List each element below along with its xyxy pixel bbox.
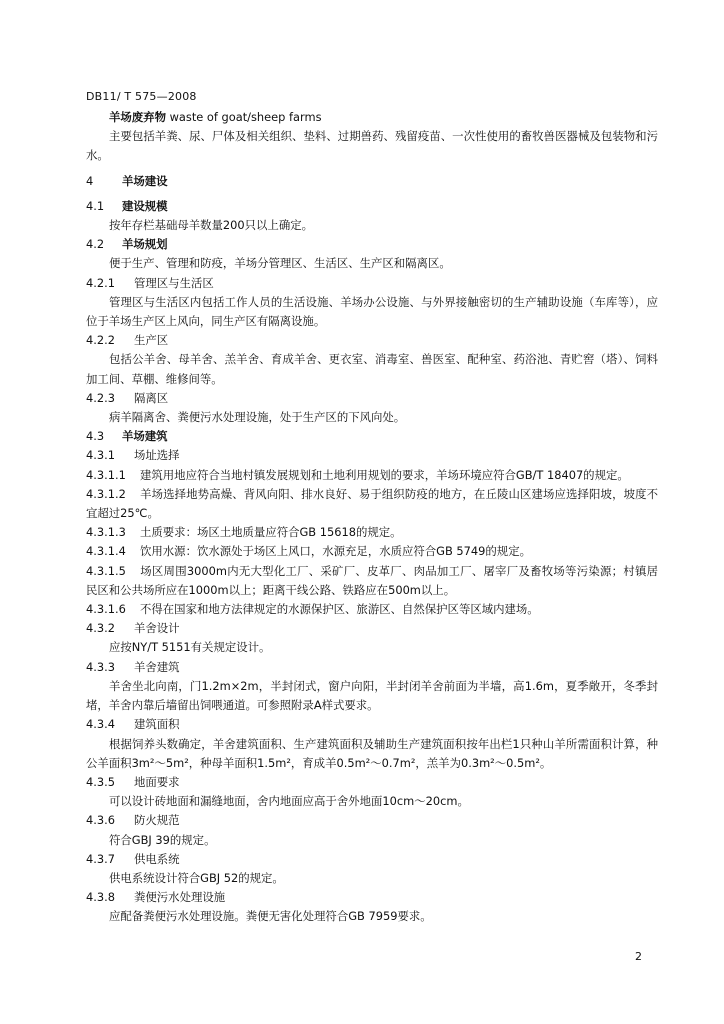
clause-number: 4.3.1.2 [86,486,126,501]
paragraph [86,677,658,715]
paragraph-text: 按年存栏基础母羊数量200只以上确定。 [109,218,313,233]
section-title: 羊场建设 [122,173,168,188]
document-body [86,108,658,927]
paragraph [86,735,658,773]
clause-text: 建筑用地应符合当地村镇发展规划和土地利用规划的要求，羊场环境应符合GB/T 18407的规定。 [140,467,629,482]
paragraph [86,350,658,388]
section-heading [86,888,658,907]
clause-number: 4.3.1.6 [86,602,126,617]
section-heading [86,172,658,191]
section-title: 建设规模 [122,198,168,213]
paragraph [86,638,658,657]
section-number: 4.3.7 [86,851,115,866]
clause-number: 4.3.1.3 [86,525,126,540]
section-number: 4.3 [86,429,105,444]
document-header: DB11/ T 575—2008 [86,90,197,103]
section-title: 隔离区 [134,390,169,405]
section-number: 4.3.3 [86,659,115,674]
section-title: 羊场规划 [122,237,168,252]
section-number: 4.3.1 [86,448,115,463]
section-title: 建筑面积 [134,717,180,732]
paragraph-text: 便于生产、管理和防疫，羊场分管理区、生活区、生产区和隔离区。 [109,256,451,271]
paragraph [86,792,658,811]
clause-text: 土质要求：场区土地质量应符合GB 15618的规定。 [140,525,402,540]
paragraph [86,831,658,850]
section-number: 4.3.8 [86,890,115,905]
section-number: 4.3.2 [86,621,115,636]
section-heading [86,619,658,638]
section-title: 供电系统 [134,851,180,866]
clause [86,542,658,561]
clause [86,485,658,523]
section-heading [86,427,658,446]
page-number: 2 [635,950,642,963]
section-number: 4.3.4 [86,717,115,732]
section-number: 4.2.1 [86,275,115,290]
clause-number: 4.3.1.5 [86,563,126,578]
section-heading [86,811,658,830]
section-number: 4.2 [86,237,105,252]
clause-text: 饮用水源：饮水源处于场区上风口，水源充足，水质应符合GB 5749的规定。 [140,544,531,559]
paragraph-text: 可以设计砖地面和漏缝地面，舍内地面应高于舍外地面10cm～20cm。 [109,794,469,809]
section-heading [86,850,658,869]
paragraph-text: 根据饲养头数确定，羊舍建筑面积、生产建筑面积及辅助生产建筑面积按年出栏1只种山羊所需面积计算，种公羊面积3m²～5m²，种母羊面积1.5m²，育成羊0.5m²～0.7m²，羔羊为0.3m²～0.5m²。 [86,736,658,770]
paragraph [86,869,658,888]
paragraph [86,907,658,926]
paragraph [86,293,658,331]
section-title: 羊舍设计 [134,621,180,636]
paragraph-text: 供电系统设计符合GBJ 52的规定。 [109,870,284,885]
section-number: 4.2.2 [86,333,115,348]
paragraph-text: 包括公羊舍、母羊舍、羔羊舍、育成羊舍、更衣室、消毒室、兽医室、配种室、药浴池、青贮窖（塔）、饲料加工间、草棚、维修间等。 [86,352,658,386]
section-title: 生产区 [134,333,169,348]
paragraph-text: 应按NY/T 5151有关规定设计。 [109,640,271,655]
section-number: 4 [86,173,94,188]
clause-number: 4.3.1.4 [86,544,126,559]
paragraph-text: 符合GBJ 39的规定。 [109,832,216,847]
section-heading [86,197,658,216]
clause-text: 场区周围3000m内无大型化工厂、采矿厂、皮革厂、肉品加工厂、屠宰厂及畜牧场等污染源；村镇居民区和公共场所应在1000m以上；距离干线公路、铁路应在500m以上。 [86,563,658,597]
term-chinese: 羊场废弃物 [109,110,166,124]
section-heading [86,331,658,350]
clause-number: 4.3.1.1 [86,467,126,482]
paragraph [86,216,658,235]
clause-text: 不得在国家和地方法律规定的水源保护区、旅游区、自然保护区等区域内建场。 [140,602,539,617]
paragraph [86,127,658,165]
clause [86,523,658,542]
paragraph [86,408,658,427]
section-title: 地面要求 [134,774,180,789]
section-title: 管理区与生活区 [134,275,214,290]
paragraph-text: 管理区与生活区内包括工作人员的生活设施、羊场办公设施、与外界接触密切的生产辅助设施（车库等），应位于羊场生产区上风向，同生产区有隔离设施。 [86,294,658,329]
clause [86,562,658,600]
section-heading [86,658,658,677]
section-number: 4.2.3 [86,390,115,405]
term-english: waste of goat/sheep farms [169,110,322,124]
section-number: 4.3.6 [86,813,115,828]
section-heading [86,235,658,254]
section-heading [86,274,658,293]
paragraph-text: 羊舍坐北向南，门1.2m×2m，半封闭式，窗户向阳，半封闭羊舍前面为半墙，高1.6m，夏季敞开，冬季封堵，羊舍内靠后墙留出饲喂通道。可参照附录A样式要求。 [86,678,658,713]
term-entry [86,108,658,127]
clause [86,466,658,485]
section-title: 防火规范 [134,813,180,828]
clause [86,600,658,619]
paragraph-text: 主要包括羊粪、尿、尸体及相关组织、垫料、过期兽药、残留疫苗、一次性使用的畜牧兽医器械及包装物和污水。 [86,129,658,163]
section-title: 羊场建筑 [122,429,168,444]
section-title: 粪便污水处理设施 [134,890,226,905]
paragraph-text: 病羊隔离舍、粪便污水处理设施，处于生产区的下风向处。 [109,410,406,425]
section-number: 4.3.5 [86,774,115,789]
paragraph [86,254,658,273]
section-title: 场址选择 [134,448,180,463]
paragraph-text: 应配备粪便污水处理设施。粪便无害化处理符合GB 7959要求。 [109,909,432,924]
section-heading [86,446,658,465]
section-heading [86,389,658,408]
section-number: 4.1 [86,198,105,213]
clause-text: 羊场选择地势高燥、背风向阳、排水良好、易于组织防疫的地方，在丘陵山区建场应选择阳坡，坡度不宜超过25℃。 [86,486,658,521]
section-heading [86,773,658,792]
section-heading [86,715,658,734]
section-title: 羊舍建筑 [134,659,180,674]
